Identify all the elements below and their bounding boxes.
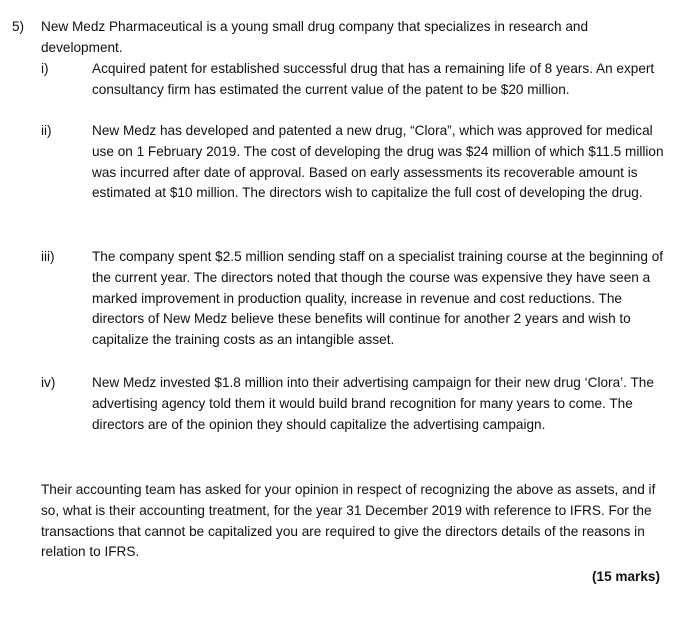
question-number: 5): [12, 19, 25, 34]
list-item-iii: [41, 247, 671, 351]
item-text: The company spent $2.5 million sending staff on a specialist training course at the beginning of the current year. The directors noted that though the course was expensive they have seen a marked improvement in production quality, increase in revenue and cost reductions. The directors of New Medz believe these benefits will continue for another 2 years and wish to capitalize the training costs as an intangible asset.: [92, 249, 664, 348]
item-label: iv): [41, 375, 56, 390]
marks-label: (15 marks): [591, 569, 660, 584]
list-item-i: [41, 59, 671, 101]
question-intro: New Medz Pharmaceutical is a young small drug company that specializes in research and development.: [41, 19, 589, 55]
closing-paragraph: Their accounting team has asked for your opinion in respect of recognizing the above as assets, and if so, what is their accounting treatment, for the year 31 December 2019 with reference to IFRS. For the transactions that cannot be capitalized you are required to give the directors details of the reasons in relation to IFRS.: [41, 482, 656, 560]
item-text: New Medz has developed and patented a new drug, “Clora”, which was approved for medical use on 1 February 2019. The cost of developing the drug was $24 million of which $11.5 million was incurred after date of approval. Based on early assessments its recoverable amount is estimated at $10 million. The directors wish to capitalize the full cost of developing the drug.: [92, 123, 664, 201]
item-label: iii): [41, 249, 55, 264]
item-text: Acquired patent for established successful drug that has a remaining life of 8 years. An expert consultancy firm has estimated the current value of the patent to be $20 million.: [92, 61, 655, 97]
list-item-ii: [41, 121, 671, 204]
item-label: i): [41, 61, 49, 76]
item-label: ii): [41, 123, 52, 138]
list-item-iv: [41, 373, 671, 435]
question-header: [12, 17, 672, 59]
item-text: New Medz invested $1.8 million into their advertising campaign for their new drug ‘Clora’. The advertising agency told them it would build brand recognition for many years to come. The directors are of the opinion they should capitalize the advertising campaign.: [92, 375, 654, 432]
